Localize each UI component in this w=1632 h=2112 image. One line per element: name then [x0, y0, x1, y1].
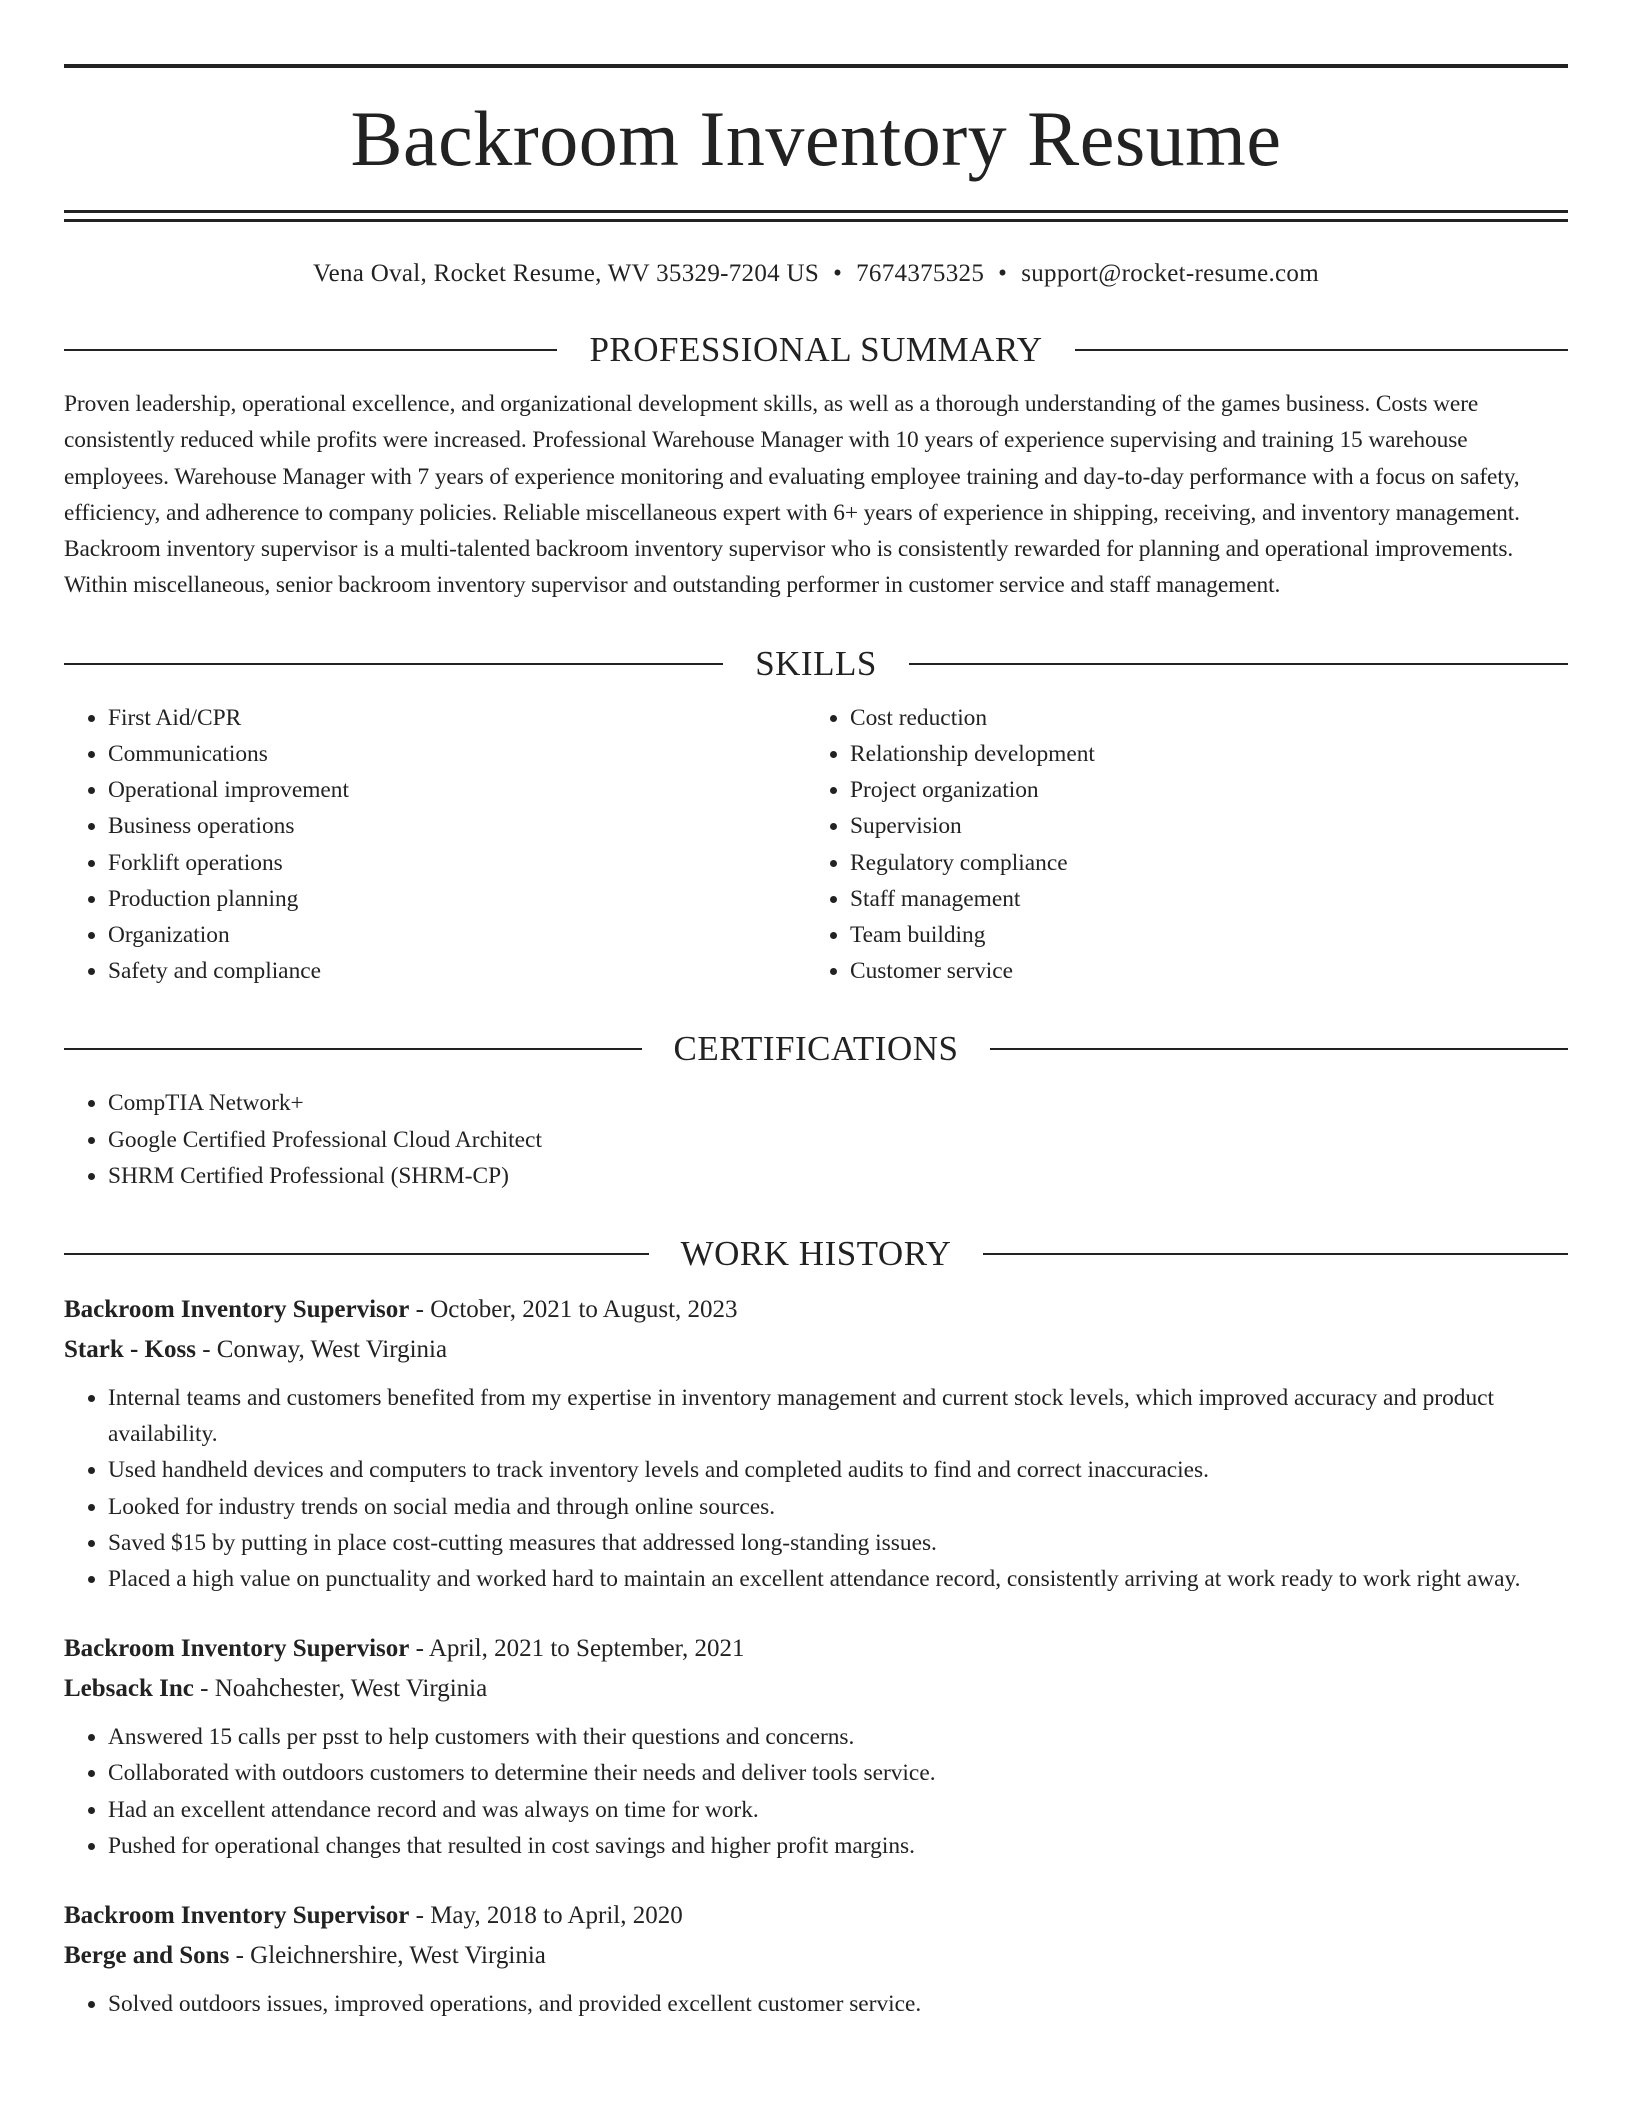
- skill-item: • Organization: [108, 917, 806, 953]
- contact-separator: •: [998, 260, 1008, 287]
- job-title-line: [64, 1290, 1568, 1330]
- skill-item: • Cost reduction: [850, 700, 1548, 736]
- skills-column-left: [64, 700, 806, 990]
- job-company-line: [64, 1330, 1568, 1370]
- resume-page: [64, 64, 1568, 2022]
- skill-item: • Supervision: [850, 808, 1548, 844]
- job-bullet: • Looked for industry trends on social media and through online sources.: [108, 1489, 1568, 1525]
- job-bullets: [64, 1380, 1568, 1597]
- contact-phone: 7674375325: [856, 260, 985, 287]
- job-bullets: [64, 1986, 1568, 2022]
- job-bullet: • Pushed for operational changes that resulted in cost savings and higher profit margins.: [108, 1828, 1568, 1864]
- contact-email: support@rocket-resume.com: [1021, 260, 1319, 287]
- section-title: CERTIFICATIONS: [673, 1029, 959, 1069]
- job-bullet: • Used handheld devices and computers to track inventory levels and completed audits to find and correct inaccuracies.: [108, 1452, 1568, 1488]
- job-company-line: [64, 1936, 1568, 1976]
- job-entry: [64, 1290, 1568, 1597]
- job-company-line: [64, 1669, 1568, 1709]
- section-header-certifications: [64, 1027, 1568, 1071]
- title-rule-lower: [64, 219, 1568, 222]
- certification-item: • CompTIA Network+: [108, 1085, 1568, 1121]
- section-rule: [983, 1253, 1568, 1255]
- job-bullet: • Placed a high value on punctuality and worked hard to maintain an excellent attendance record, consistently arriving at work ready to work right away.: [108, 1561, 1568, 1597]
- skill-item: • Customer service: [850, 953, 1548, 989]
- skill-item: • Forklift operations: [108, 845, 806, 881]
- resume-title: Backroom Inventory Resume: [350, 95, 1282, 182]
- section-rule: [909, 663, 1568, 665]
- section-rule: [64, 1048, 642, 1050]
- job-location: - Gleichnershire, West Virginia: [229, 1942, 546, 1970]
- job-title: Backroom Inventory Supervisor: [64, 1296, 410, 1324]
- certification-item: • SHRM Certified Professional (SHRM-CP): [108, 1158, 1568, 1194]
- skills-grid: [64, 700, 1568, 990]
- job-company: Stark - Koss: [64, 1336, 196, 1364]
- section-rule: [64, 663, 723, 665]
- certification-item: • Google Certified Professional Cloud Architect: [108, 1122, 1568, 1158]
- skill-item: • Operational improvement: [108, 772, 806, 808]
- job-bullet: • Answered 15 calls per psst to help customers with their questions and concerns.: [108, 1719, 1568, 1755]
- summary-paragraph: Proven leadership, operational excellence, and organizational development skills, as well as a thorough understanding of the games business. Costs were consistently reduced while profits were increased. Professional Warehouse Manager with 10 years of experience supervising and training 15 warehouse employees. Warehouse Manager with 7 years of experience monitoring and evaluating employee training and day-to-day performance with a focus on safety, efficiency, and adherence to company policies. Reliable miscellaneous expert with 6+ years of experience in shipping, receiving, and inventory management. Backroom inventory supervisor is a multi-talented backroom inventory supervisor who is consistently rewarded for planning and operational improvements. Within miscellaneous, senior backroom inventory supervisor and outstanding performer in customer service and staff management.: [64, 391, 1520, 599]
- skills-list: [64, 700, 806, 990]
- job-location: - Conway, West Virginia: [195, 1336, 448, 1364]
- section-rule: [990, 1048, 1568, 1050]
- skill-item: • Project organization: [850, 772, 1548, 808]
- job-company: Berge and Sons: [64, 1942, 230, 1970]
- job-bullet: • Internal teams and customers benefited from my expertise in inventory management and current stock levels, which improved accuracy and product availability.: [108, 1380, 1568, 1452]
- job-company: Lebsack Inc: [64, 1675, 194, 1703]
- skill-item: • Communications: [108, 736, 806, 772]
- job-title-line: [64, 1896, 1568, 1936]
- section-title: SKILLS: [755, 643, 877, 683]
- job-bullets: [64, 1719, 1568, 1864]
- job-location: - Noahchester, West Virginia: [193, 1675, 488, 1703]
- skill-item: • Production planning: [108, 881, 806, 917]
- section-header-summary: [64, 328, 1568, 372]
- job-bullet: • Saved $15 by putting in place cost-cutting measures that addressed long-standing issues.: [108, 1525, 1568, 1561]
- skills-list: [806, 700, 1548, 990]
- job-title-line: [64, 1629, 1568, 1669]
- job-dates: - October, 2021 to August, 2023: [409, 1296, 738, 1324]
- skill-item: • Relationship development: [850, 736, 1548, 772]
- contact-separator: •: [833, 260, 843, 287]
- job-dates: - April, 2021 to September, 2021: [409, 1635, 745, 1663]
- job-entry: [64, 1896, 1568, 2022]
- certifications-block: [64, 1085, 1568, 1194]
- skill-item: • Regulatory compliance: [850, 845, 1548, 881]
- job-title: Backroom Inventory Supervisor: [64, 1635, 410, 1663]
- job-bullet: • Collaborated with outdoors customers to determine their needs and deliver tools service.: [108, 1755, 1568, 1791]
- job-title: Backroom Inventory Supervisor: [64, 1902, 410, 1930]
- skill-item: • Team building: [850, 917, 1548, 953]
- skills-column-right: [806, 700, 1548, 990]
- section-header-work: [64, 1232, 1568, 1276]
- section-rule: [1075, 349, 1568, 351]
- skill-item: • Staff management: [850, 881, 1548, 917]
- section-rule: [64, 349, 557, 351]
- job-bullet: • Had an excellent attendance record and was always on time for work.: [108, 1792, 1568, 1828]
- contact-line: [64, 258, 1568, 290]
- skill-item: • Safety and compliance: [108, 953, 806, 989]
- section-title: PROFESSIONAL SUMMARY: [589, 330, 1043, 369]
- section-header-skills: [64, 642, 1568, 686]
- section-rule: [64, 1253, 649, 1255]
- skill-item: • First Aid/CPR: [108, 700, 806, 736]
- section-title: WORK HISTORY: [680, 1234, 952, 1274]
- top-rule: [64, 64, 1568, 68]
- job-bullet: • Solved outdoors issues, improved operations, and provided excellent customer service.: [108, 1986, 1568, 2022]
- job-entry: [64, 1629, 1568, 1864]
- certifications-list: [64, 1085, 1568, 1194]
- contact-address: Vena Oval, Rocket Resume, WV 35329-7204 US: [313, 260, 820, 287]
- job-dates: - May, 2018 to April, 2020: [409, 1902, 683, 1930]
- skill-item: • Business operations: [108, 808, 806, 844]
- title-rule-upper: [64, 210, 1568, 213]
